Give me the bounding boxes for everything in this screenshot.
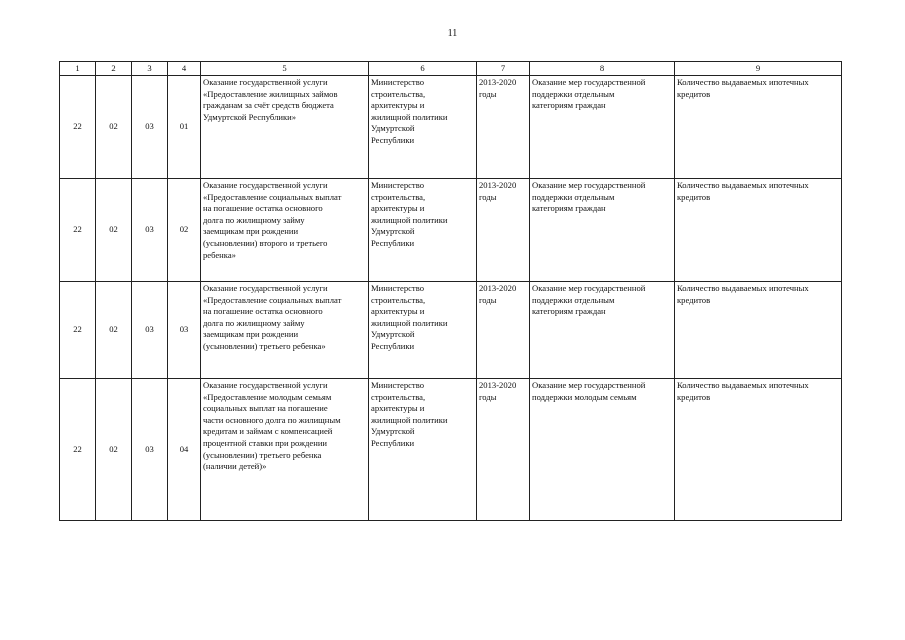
text-cell-c9 [675,282,842,379]
cell-line: «Предоставление социальных выплат [203,191,342,202]
cell-line: «Предоставление социальных выплат [203,294,342,305]
cell-line: процентной ставки при рождении [203,437,328,448]
cell-line: Министерство [371,283,424,293]
cell-line: социальных выплат на погашение [203,403,328,414]
code-cell-c3: 03 [132,76,168,179]
code-cell-c3: 03 [132,179,168,282]
text-cell-c6 [369,282,477,379]
cell-line: на погашение остатка основного [203,306,323,317]
cell-line: годы [479,191,497,202]
text-cell-c5 [201,179,369,282]
text-cell-c7 [477,379,530,521]
text-cell-c6 [369,379,477,521]
text-cell-c5 [201,76,369,179]
cell-line: категориям граждан [532,306,606,317]
header-cell-4: 4 [168,62,201,76]
cell-line: Оказание государственной услуги [203,283,328,293]
cell-line: (усыновлении) второго и третьего [203,237,328,248]
cell-line: Количество выдаваемых ипотечных [677,380,809,390]
cell-line: кредитов [677,191,711,202]
cell-line: (наличии детей)» [203,461,267,472]
cell-line: категориям граждан [532,100,606,111]
table-row [60,179,842,282]
cell-line: 2013-2020 [479,283,517,293]
cell-line: Республики [371,134,415,145]
cell-line: заемщикам при рождении [203,329,299,340]
text-cell-c6 [369,179,477,282]
cell-line: долга по жилищному займу [203,317,305,328]
cell-line: архитектуры и [371,306,425,317]
cell-line: Оказание мер государственной [532,77,646,87]
cell-line: Оказание государственной услуги [203,180,328,190]
code-cell-c1: 22 [60,76,96,179]
cell-line: строительства, [371,88,426,99]
cell-line: Республики [371,340,415,351]
cell-line: Оказание мер государственной [532,180,646,190]
cell-line: заемщикам при рождении [203,226,299,237]
cell-line: (усыновлении) третьего ребенка [203,449,322,460]
cell-line: строительства, [371,391,426,402]
text-cell-c8 [530,179,675,282]
cell-line: 2013-2020 [479,380,517,390]
header-cell-7: 7 [477,62,530,76]
table-row [60,76,842,179]
text-cell-c8 [530,76,675,179]
cell-line: Количество выдаваемых ипотечных [677,283,809,293]
code-cell-c1: 22 [60,282,96,379]
code-cell-c1: 22 [60,179,96,282]
cell-line: Оказание государственной услуги [203,380,328,390]
code-cell-c2: 02 [96,76,132,179]
cell-line: годы [479,391,497,402]
cell-line: поддержки отдельным [532,88,615,99]
cell-line: кредитов [677,294,711,305]
cell-line: Республики [371,437,415,448]
cell-line: поддержки отдельным [532,294,615,305]
header-cell-6: 6 [369,62,477,76]
cell-line: годы [479,88,497,99]
cell-line: Оказание мер государственной [532,380,646,390]
header-cell-1: 1 [60,62,96,76]
cell-line: «Предоставление молодым семьям [203,391,332,402]
cell-line: кредитам и займам с компенсацией [203,426,333,437]
cell-line: годы [479,294,497,305]
text-cell-c9 [675,76,842,179]
code-cell-c3: 03 [132,379,168,521]
program-table [59,61,842,521]
text-cell-c7 [477,282,530,379]
code-cell-c2: 02 [96,179,132,282]
code-cell-c4: 02 [168,179,201,282]
cell-line: «Предоставление жилищных займов [203,88,338,99]
cell-line: строительства, [371,191,426,202]
header-cell-3: 3 [132,62,168,76]
cell-line: жилищной политики [371,317,448,328]
cell-line: (усыновлении) третьего ребенка» [203,340,326,351]
cell-line: архитектуры и [371,403,425,414]
cell-line: ребенка» [203,249,236,260]
cell-line: кредитов [677,391,711,402]
text-cell-c8 [530,282,675,379]
code-cell-c3: 03 [132,282,168,379]
header-cell-5: 5 [201,62,369,76]
cell-line: Министерство [371,77,424,87]
header-cell-2: 2 [96,62,132,76]
cell-line: Удмуртской [371,226,415,237]
page-number: 11 [447,28,458,39]
cell-line: поддержки молодым семьям [532,391,637,402]
code-cell-c4: 01 [168,76,201,179]
cell-line: Республики [371,237,415,248]
code-cell-c4: 03 [168,282,201,379]
text-cell-c5 [201,379,369,521]
header-cell-9: 9 [675,62,842,76]
cell-line: Удмуртской [371,329,415,340]
cell-line: Удмуртской [371,123,415,134]
table-row [60,379,842,521]
header-row [60,62,842,76]
cell-line: части основного долга по жилищным [203,414,341,425]
header-cell-8: 8 [530,62,675,76]
cell-line: гражданам за счёт средств бюджета [203,100,334,111]
cell-line: Министерство [371,180,424,190]
text-cell-c7 [477,76,530,179]
cell-line: 2013-2020 [479,77,517,87]
text-cell-c9 [675,379,842,521]
text-cell-c9 [675,179,842,282]
code-cell-c1: 22 [60,379,96,521]
cell-line: долга по жилищному займу [203,214,305,225]
text-cell-c7 [477,179,530,282]
cell-line: Количество выдаваемых ипотечных [677,180,809,190]
text-cell-c8 [530,379,675,521]
cell-line: Количество выдаваемых ипотечных [677,77,809,87]
cell-line: Оказание мер государственной [532,283,646,293]
cell-line: Удмуртской [371,426,415,437]
code-cell-c2: 02 [96,379,132,521]
cell-line: архитектуры и [371,100,425,111]
cell-line: поддержки отдельным [532,191,615,202]
table-body [60,76,842,521]
cell-line: жилищной политики [371,214,448,225]
cell-line: Оказание государственной услуги [203,77,328,87]
cell-line: на погашение остатка основного [203,203,323,214]
cell-line: жилищной политики [371,414,448,425]
text-cell-c6 [369,76,477,179]
table-row [60,282,842,379]
code-cell-c4: 04 [168,379,201,521]
cell-line: жилищной политики [371,111,448,122]
cell-line: строительства, [371,294,426,305]
cell-line: категориям граждан [532,203,606,214]
cell-line: Министерство [371,380,424,390]
cell-line: Удмуртской Республики» [203,111,297,122]
cell-line: архитектуры и [371,203,425,214]
code-cell-c2: 02 [96,282,132,379]
cell-line: кредитов [677,88,711,99]
cell-line: 2013-2020 [479,180,517,190]
text-cell-c5 [201,282,369,379]
